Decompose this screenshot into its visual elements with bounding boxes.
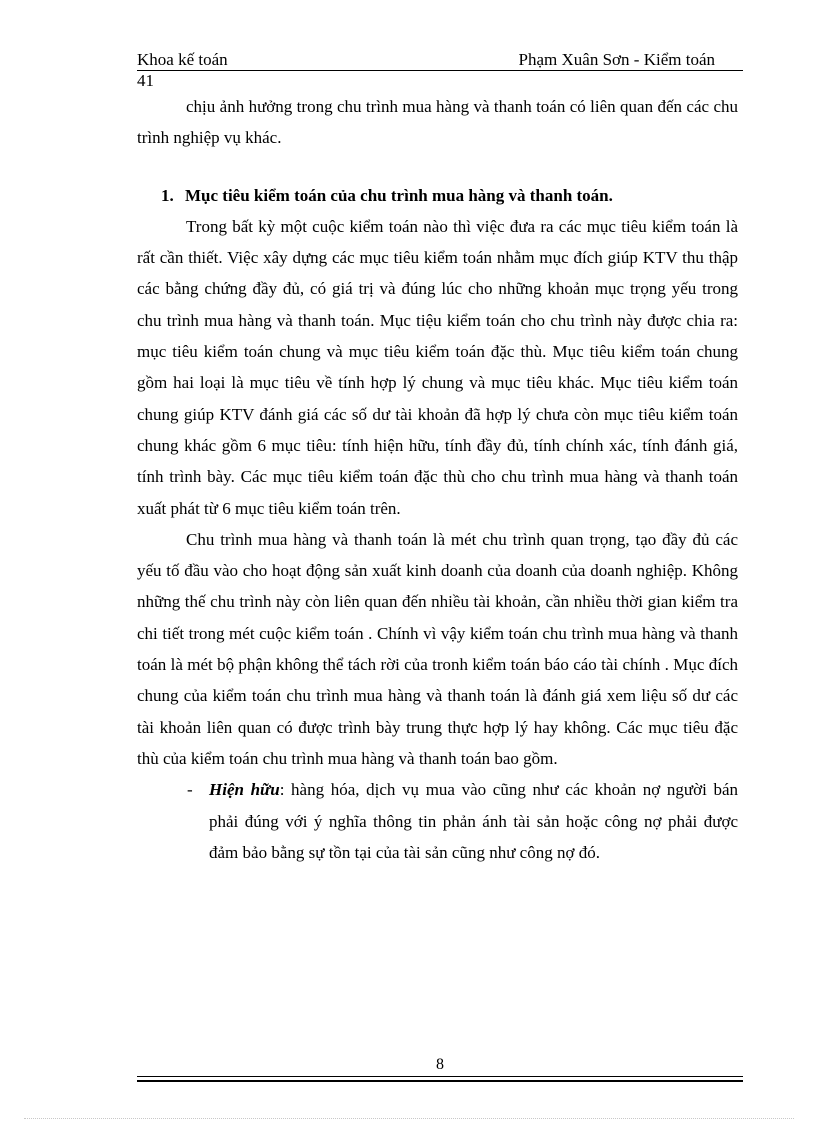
bullet-text: : hàng hóa, dịch vụ mua vào cũng như các khoản nợ người bán phải đúng với ý nghĩa thông tin phản ánh tài sản hoặc công nợ phải được đảm bảo bằng sự tồn tại của tài sản cũng như công nợ đó.	[209, 780, 738, 862]
footer-rule	[137, 1076, 743, 1077]
bullet-dash: -	[187, 780, 193, 800]
section-title: Mục tiêu kiểm toán của chu trình mua hàng và thanh toán.	[185, 185, 613, 205]
bullet-term: Hiện hữu	[209, 780, 280, 800]
document-body	[137, 91, 738, 868]
section-number: 1.	[161, 185, 174, 205]
paragraph-purchase-cycle: Chu trình mua hàng và thanh toán là mét chu trình quan trọng, tạo đầy đủ các yếu tố đầu vào cho hoạt động sản xuất kinh doanh của doanh của doanh nghiệp. Không những thế chu trình này còn liên quan đến nhiều tài khoản, cần nhiều thời gian kiểm tra chi tiết trong mét cuộc kiểm toán . Chính vì vậy kiểm toán chu trình mua hàng và thanh toán là mét bộ phận không thể tách rời của tronh kiểm toán báo cáo tài chính . Mục đích chung của kiểm toán chu trình mua hàng và thanh toán là đánh giá xem liệu số dư các tài khoản liên quan có được trình bày trung thực hợp lý hay không. Các mục tiêu đặc thù của kiểm toán chu trình mua hàng và thanh toán bao gồm.	[137, 529, 738, 768]
footer-rule-double	[137, 1080, 743, 1082]
paragraph-objectives: Trong bất kỳ một cuộc kiểm toán nào thì việc đưa ra các mục tiêu kiểm toán là rất cần thiết. Việc xây dựng các mục tiêu kiểm toán nhằm mục đích giúp KTV thu thập các bằng chứng đầy đủ, có giá trị và đúng lúc cho những khoản mục trọng yếu trong chu trình mua hàng và thanh toán. Mục tiệu kiểm toán cho chu trình này được chia ra: mục tiêu kiểm toán chung và mục tiêu kiểm toán đặc thù. Mục tiêu kiểm toán chung gồm hai loại là mục tiêu về tính hợp lý chung và mục tiêu khác. Mục tiêu kiểm toán chung giúp KTV đánh giá các số dư tài khoản đã hợp lý chưa còn mục tiêu kiểm toán chung khác gồm 6 mục tiêu: tính hiện hữu, tính đầy đủ, tính chính xác, tính đánh giá, tính trình bày. Các mục tiêu kiểm toán đặc thù cho chu trình mua hàng và thanh toán xuất phát từ 6 mục tiêu kiểm toán trên.	[137, 216, 738, 518]
header-author: Phạm Xuân Sơn - Kiểm toán	[518, 50, 715, 69]
page-edge	[24, 1118, 794, 1119]
page-header	[137, 50, 743, 70]
section-heading	[137, 180, 738, 211]
header-page-ref: 41	[137, 71, 154, 90]
page-number: 8	[436, 1056, 444, 1073]
header-department: Khoa kế toán	[137, 50, 228, 69]
bullet-item-existence	[137, 774, 738, 868]
header-rule	[137, 70, 743, 71]
continued-paragraph: chịu ảnh hưởng trong chu trình mua hàng và thanh toán có liên quan đến các chu trình nghiệp vụ khác.	[137, 97, 738, 148]
